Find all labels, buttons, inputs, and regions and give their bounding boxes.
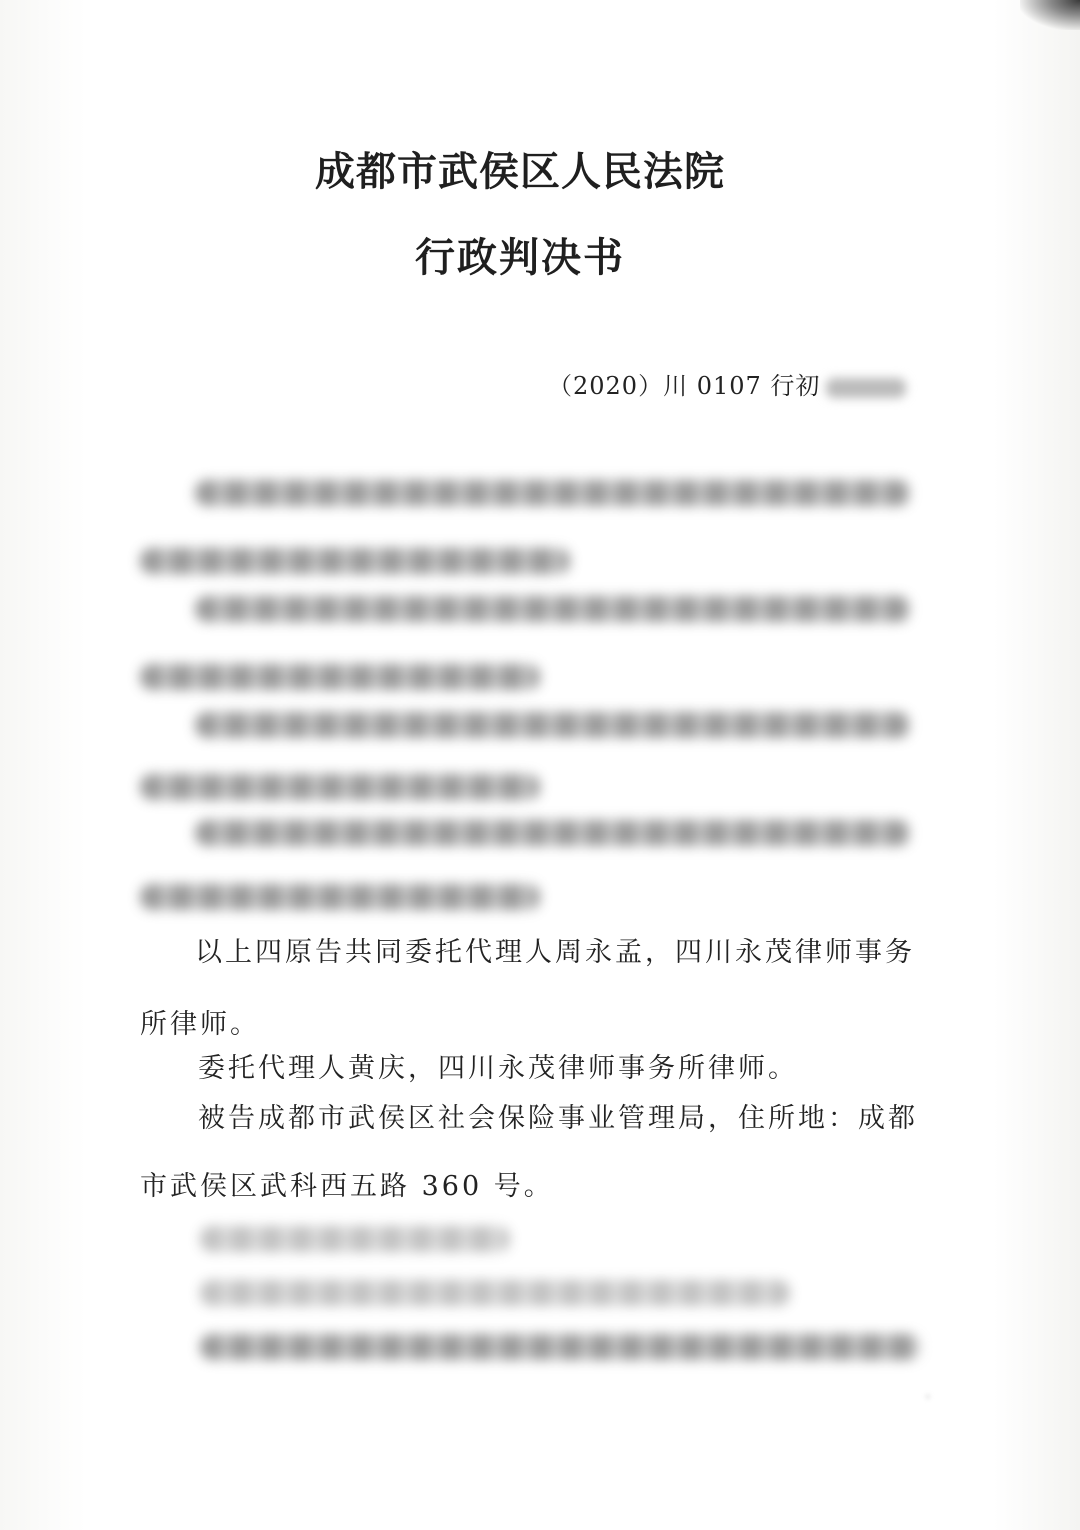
redacted-line: [140, 548, 570, 574]
case-number-redacted: [826, 378, 906, 398]
redacted-line: [200, 1226, 510, 1252]
page-number-mark: ◦: [923, 1390, 932, 1406]
agent-paragraph-line1: 以上四原告共同委托代理人周永孟，四川永茂律师事务: [195, 937, 915, 968]
defendant-paragraph-line2: 市武侯区武科西五路 360 号。: [140, 1171, 554, 1202]
court-name-heading: 成都市武侯区人民法院: [315, 148, 725, 195]
redacted-line: [195, 480, 910, 506]
scan-corner-shadow: [1020, 0, 1080, 30]
redacted-line: [200, 1334, 920, 1360]
redacted-line: [140, 774, 540, 800]
redacted-line: [200, 1280, 790, 1306]
agent-paragraph-line2: 所律师。: [140, 1009, 260, 1040]
redacted-line: [140, 884, 540, 910]
case-number: [548, 366, 906, 401]
redacted-line: [195, 596, 910, 622]
case-number-text: （2020）川 0107 行初: [548, 372, 821, 400]
redacted-line: [140, 664, 540, 690]
defendant-paragraph-line1: 被告成都市武侯区社会保险事业管理局，住所地：成都: [198, 1103, 918, 1134]
redacted-line: [195, 712, 910, 738]
second-agent-paragraph: 委托代理人黄庆，四川永茂律师事务所律师。: [198, 1053, 798, 1084]
redacted-line: [195, 820, 910, 846]
document-type-heading: 行政判决书: [415, 234, 625, 281]
